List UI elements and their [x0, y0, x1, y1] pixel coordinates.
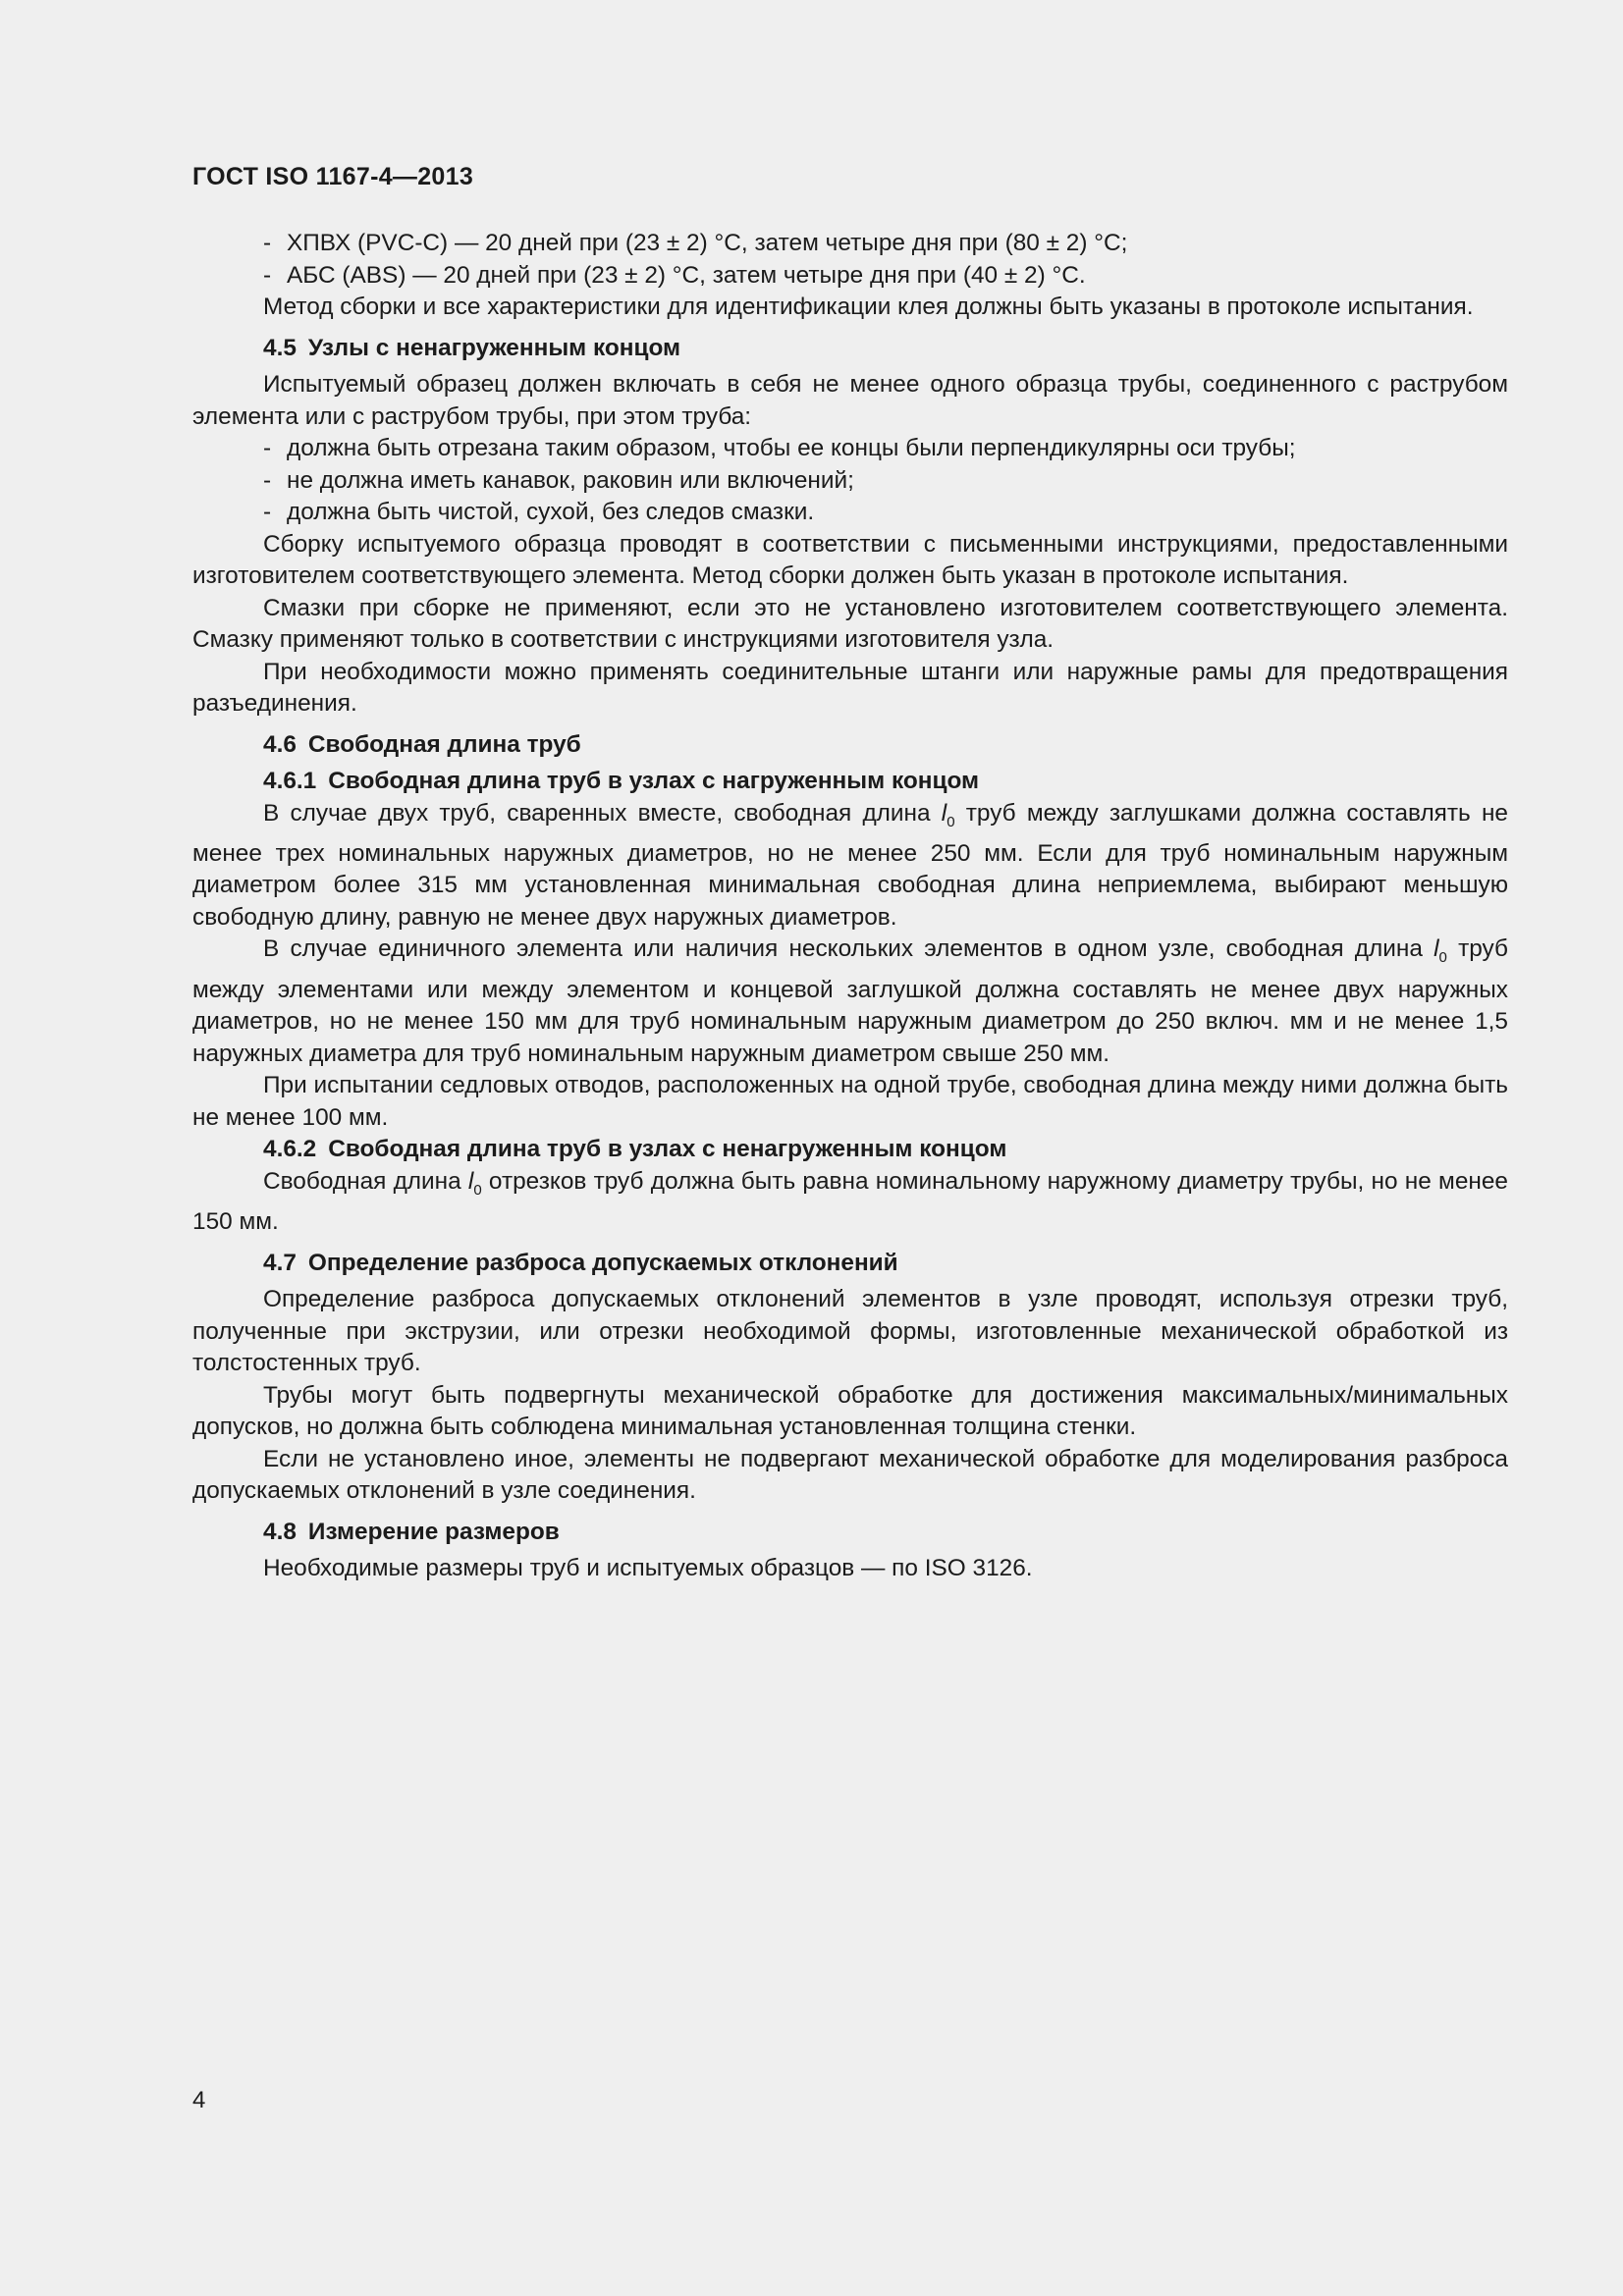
paragraph: Смазки при сборке не применяют, если это не установлено изготовителем соответствующего элемента. Смазку применяют только в соответствии с инструкциями изготовителя узла. [192, 594, 1508, 653]
paragraph: Трубы могут быть подвергнуты механической обработке для достижения максимальных/минимальных допусков, но должна быть соблюдена минимальная установленная толщина стенки. [192, 1381, 1508, 1441]
document-body [192, 228, 1508, 1585]
symbol-l0: $l_0$ [1434, 935, 1447, 967]
paragraph: Испытуемый образец должен включать в себя не менее одного образца трубы, соединенного с раструбом элемента или с раструбом трубы, при этом труба: [192, 371, 1508, 430]
list-item: - должна быть отрезана таким образом, чтобы ее концы были перпендикулярны оси трубы; [263, 435, 1296, 461]
section-heading-4-6-1: 4.6.1 Свободная длина труб в узлах с нагруженным концом [263, 768, 980, 794]
paragraph: Необходимые размеры труб и испытуемых образцов — по ISO 3126. [263, 1555, 1033, 1582]
document-header: ГОСТ ISO 1167-4—2013 [192, 163, 474, 190]
paragraph: Сборку испытуемого образца проводят в соответствии с письменными инструкциями, предоставленными изготовителем соответствующего элемента. Метод сборки должен быть указан в протоколе испытания. [192, 530, 1508, 589]
paragraph: Определение разброса допускаемых отклонений элементов в узле проводят, используя отрезки труб, полученные при экструзии, или отрезки необходимой формы, изготовленные механической обработкой из толстостенных труб. [192, 1286, 1508, 1377]
page-number: 4 [192, 2087, 206, 2113]
section-heading-4-8: 4.8 Измерение размеров [263, 1518, 560, 1545]
section-heading-4-7: 4.7 Определение разброса допускаемых отклонений [263, 1249, 898, 1276]
paragraph: При испытании седловых отводов, расположенных на одной трубе, свободная длина между ними должна быть не менее 100 мм. [192, 1072, 1508, 1131]
paragraph: Метод сборки и все характеристики для идентификации клея должны быть указаны в протоколе испытания. [263, 294, 1474, 320]
section-heading-4-6: 4.6 Свободная длина труб [263, 730, 581, 758]
paragraph: В случае единичного элемента или наличия нескольких элементов в одном узле, свободная длина $l_0$ труб между элементами или между элементом и концевой заглушкой должна составлять не менее двух наружных диаметров, но не менее 150 мм для труб номинальным наружным диаметром до 250 включ. мм и не менее 1,5 наружных диаметра для труб номинальным наружным диаметром свыше 250 мм. [192, 935, 1508, 1067]
list-item: - должна быть чистой, сухой, без следов смазки. [263, 499, 815, 525]
list-item: - АБС (ABS) — 20 дней при (23 ± 2) °С, затем четыре дня при (40 ± 2) °С. [263, 261, 1086, 289]
paragraph: В случае двух труб, сваренных вместе, свободная длина $l_0$ труб между заглушками должна составлять не менее трех номинальных наружных диаметров, но не менее 250 мм. Если для труб номинальным наружным диаметром более 315 мм установленная минимальная свободная длина неприемлема, выбирают меньшую свободную длину, равную не менее двух наружных диаметров. [192, 799, 1508, 931]
list-item: - не должна иметь канавок, раковин или включений; [263, 466, 854, 494]
symbol-l0: $l_0$ [467, 1167, 482, 1199]
symbol-l0: $l_0$ [941, 799, 955, 830]
section-heading-4-5: 4.5 Узлы с ненагруженным концом [263, 334, 681, 361]
paragraph: При необходимости можно применять соединительные штанги или наружные рамы для предотвращения разъединения. [192, 658, 1508, 717]
paragraph: Если не установлено иное, элементы не подвергают механической обработке для моделирования разброса допускаемых отклонений в узле соединения. [192, 1445, 1508, 1505]
list-item: - ХПВХ (PVC-C) — 20 дней при (23 ± 2) °С, затем четыре дня при (80 ± 2) °С; [263, 230, 1128, 256]
section-heading-4-6-2: 4.6.2 Свободная длина труб в узлах с ненагруженным концом [263, 1136, 1007, 1163]
paragraph: Свободная длина $l_0$ отрезков труб должна быть равна номинальному наружному диаметру трубы, но не менее 150 мм. [192, 1167, 1508, 1236]
